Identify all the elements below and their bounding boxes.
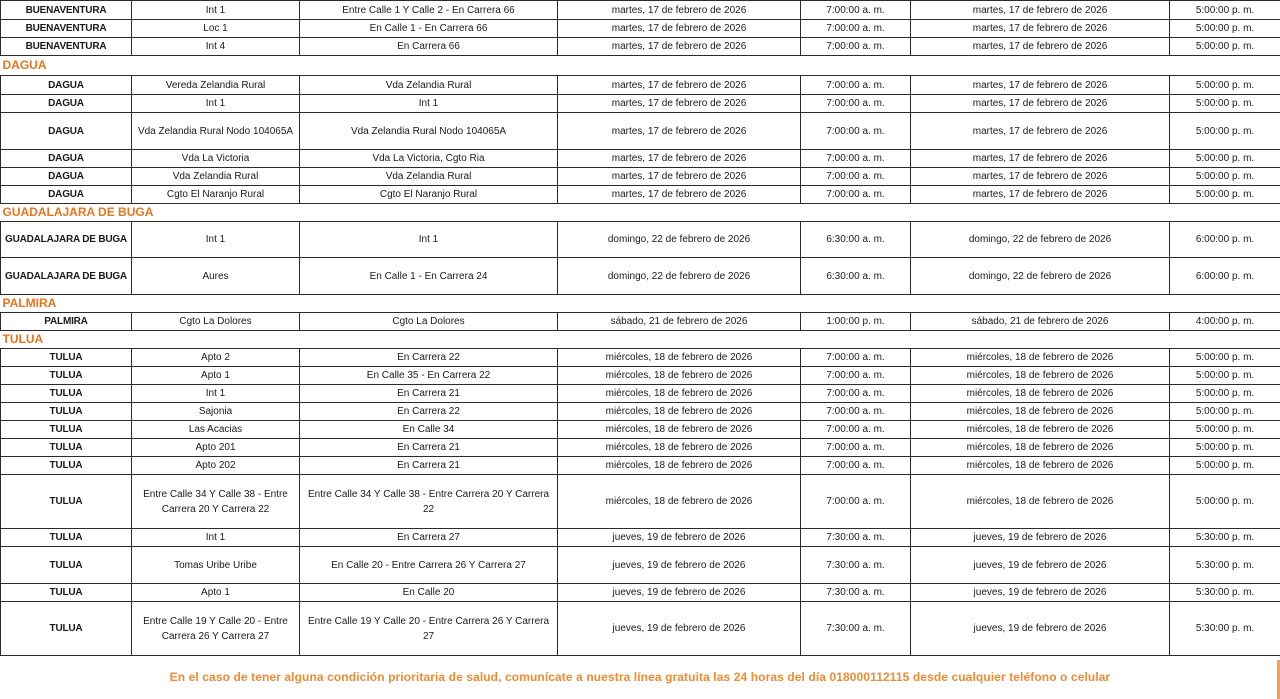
end-date-cell: miércoles, 18 de febrero de 2026 [911,439,1170,457]
municipality-cell: TULUA [1,584,132,602]
start-time-cell: 7:00:00 a. m. [801,475,911,529]
sector-cell: Int 4 [132,38,300,56]
start-date-cell: miércoles, 18 de febrero de 2026 [558,421,801,439]
start-time-cell: 7:00:00 a. m. [801,457,911,475]
sector-cell: Apto 201 [132,439,300,457]
address-cell: Entre Calle 1 Y Calle 2 - En Carrera 66 [300,1,558,20]
end-date-cell: miércoles, 18 de febrero de 2026 [911,385,1170,403]
group-header-label: GUADALAJARA DE BUGA [1,204,1280,222]
start-date-cell: martes, 17 de febrero de 2026 [558,20,801,38]
start-time-cell: 7:00:00 a. m. [801,1,911,20]
end-time-cell: 5:00:00 p. m. [1170,421,1280,439]
end-time-cell: 5:00:00 p. m. [1170,457,1280,475]
start-date-cell: martes, 17 de febrero de 2026 [558,168,801,186]
address-cell: En Carrera 66 [300,38,558,56]
end-time-cell: 5:30:00 p. m. [1170,584,1280,602]
end-time-cell: 5:00:00 p. m. [1170,150,1280,168]
end-date-cell: domingo, 22 de febrero de 2026 [911,222,1170,258]
end-date-cell: miércoles, 18 de febrero de 2026 [911,403,1170,421]
table-row [1,403,1280,421]
sector-cell: Apto 1 [132,367,300,385]
start-date-cell: miércoles, 18 de febrero de 2026 [558,385,801,403]
start-time-cell: 7:00:00 a. m. [801,186,911,204]
table-row [1,529,1280,547]
sector-cell: Aures [132,258,300,295]
end-date-cell: jueves, 19 de febrero de 2026 [911,584,1170,602]
table-row [1,349,1280,367]
start-time-cell: 7:00:00 a. m. [801,20,911,38]
start-date-cell: martes, 17 de febrero de 2026 [558,38,801,56]
table-row [1,547,1280,584]
start-date-cell: martes, 17 de febrero de 2026 [558,150,801,168]
end-time-cell: 5:00:00 p. m. [1170,38,1280,56]
table-row [1,439,1280,457]
start-date-cell: martes, 17 de febrero de 2026 [558,76,801,95]
municipality-cell: TULUA [1,475,132,529]
table-row [1,76,1280,95]
table-row [1,313,1280,331]
start-date-cell: martes, 17 de febrero de 2026 [558,95,801,113]
group-header-label: DAGUA [1,56,1280,76]
end-time-cell: 5:30:00 p. m. [1170,529,1280,547]
address-cell: En Carrera 21 [300,439,558,457]
start-date-cell: miércoles, 18 de febrero de 2026 [558,349,801,367]
address-cell: Entre Calle 19 Y Calle 20 - Entre Carrera 26 Y Carrera 27 [300,602,558,656]
municipality-cell: BUENAVENTURA [1,20,132,38]
end-time-cell: 5:00:00 p. m. [1170,76,1280,95]
end-time-cell: 5:00:00 p. m. [1170,20,1280,38]
start-time-cell: 7:00:00 a. m. [801,95,911,113]
sector-cell: Cgto El Naranjo Rural [132,186,300,204]
address-cell: En Calle 20 - Entre Carrera 26 Y Carrera 27 [300,547,558,584]
start-date-cell: martes, 17 de febrero de 2026 [558,1,801,20]
start-date-cell: domingo, 22 de febrero de 2026 [558,258,801,295]
end-date-cell: miércoles, 18 de febrero de 2026 [911,349,1170,367]
address-cell: En Calle 1 - En Carrera 66 [300,20,558,38]
end-date-cell: martes, 17 de febrero de 2026 [911,168,1170,186]
end-date-cell: jueves, 19 de febrero de 2026 [911,547,1170,584]
sector-cell: Vda Zelandia Rural [132,168,300,186]
address-cell: En Carrera 21 [300,457,558,475]
start-time-cell: 7:30:00 a. m. [801,547,911,584]
end-date-cell: miércoles, 18 de febrero de 2026 [911,421,1170,439]
sector-cell: Vda La Victoria [132,150,300,168]
municipality-cell: TULUA [1,421,132,439]
municipality-cell: PALMIRA [1,313,132,331]
municipality-cell: TULUA [1,385,132,403]
municipality-cell: TULUA [1,529,132,547]
table-body [1,1,1280,656]
group-header-row [1,204,1280,222]
table-row [1,20,1280,38]
end-time-cell: 4:00:00 p. m. [1170,313,1280,331]
sector-cell: Entre Calle 19 Y Calle 20 - Entre Carrera 26 Y Carrera 27 [132,602,300,656]
municipality-cell: GUADALAJARA DE BUGA [1,222,132,258]
address-cell: En Calle 1 - En Carrera 24 [300,258,558,295]
end-time-cell: 6:00:00 p. m. [1170,222,1280,258]
end-date-cell: sábado, 21 de febrero de 2026 [911,313,1170,331]
start-date-cell: miércoles, 18 de febrero de 2026 [558,403,801,421]
address-cell: En Calle 34 [300,421,558,439]
table-row [1,475,1280,529]
end-date-cell: miércoles, 18 de febrero de 2026 [911,457,1170,475]
start-date-cell: domingo, 22 de febrero de 2026 [558,222,801,258]
municipality-cell: BUENAVENTURA [1,38,132,56]
end-time-cell: 5:00:00 p. m. [1170,95,1280,113]
sector-cell: Apto 1 [132,584,300,602]
municipality-cell: DAGUA [1,186,132,204]
end-time-cell: 5:00:00 p. m. [1170,475,1280,529]
start-time-cell: 7:30:00 a. m. [801,602,911,656]
start-date-cell: jueves, 19 de febrero de 2026 [558,529,801,547]
end-time-cell: 5:00:00 p. m. [1170,113,1280,150]
table-row [1,168,1280,186]
address-cell: Vda La Victoria, Cgto Ria [300,150,558,168]
sector-cell: Int 1 [132,95,300,113]
start-date-cell: sábado, 21 de febrero de 2026 [558,313,801,331]
sector-cell: Sajonia [132,403,300,421]
municipality-cell: DAGUA [1,95,132,113]
start-date-cell: martes, 17 de febrero de 2026 [558,186,801,204]
address-cell: En Carrera 22 [300,349,558,367]
table-row [1,258,1280,295]
end-time-cell: 5:00:00 p. m. [1170,186,1280,204]
table-row [1,584,1280,602]
start-time-cell: 6:30:00 a. m. [801,258,911,295]
group-header-row [1,295,1280,313]
group-header-row [1,331,1280,349]
address-cell: En Calle 20 [300,584,558,602]
start-date-cell: miércoles, 18 de febrero de 2026 [558,457,801,475]
start-date-cell: miércoles, 18 de febrero de 2026 [558,439,801,457]
address-cell: En Carrera 21 [300,385,558,403]
table-row [1,1,1280,20]
municipality-cell: TULUA [1,403,132,421]
address-cell: Vda Zelandia Rural [300,76,558,95]
start-time-cell: 7:30:00 a. m. [801,529,911,547]
municipality-cell: DAGUA [1,113,132,150]
sector-cell: Las Acacias [132,421,300,439]
sector-cell: Apto 2 [132,349,300,367]
sector-cell: Vda Zelandia Rural Nodo 104065A [132,113,300,150]
end-date-cell: miércoles, 18 de febrero de 2026 [911,367,1170,385]
start-time-cell: 7:00:00 a. m. [801,403,911,421]
address-cell: Vda Zelandia Rural Nodo 104065A [300,113,558,150]
address-cell: En Calle 35 - En Carrera 22 [300,367,558,385]
start-time-cell: 7:00:00 a. m. [801,38,911,56]
end-date-cell: domingo, 22 de febrero de 2026 [911,258,1170,295]
start-time-cell: 7:00:00 a. m. [801,113,911,150]
start-time-cell: 6:30:00 a. m. [801,222,911,258]
table-row [1,186,1280,204]
start-time-cell: 7:00:00 a. m. [801,168,911,186]
start-date-cell: miércoles, 18 de febrero de 2026 [558,367,801,385]
start-time-cell: 7:00:00 a. m. [801,150,911,168]
address-cell: Cgto La Dolores [300,313,558,331]
end-date-cell: jueves, 19 de febrero de 2026 [911,602,1170,656]
start-time-cell: 7:00:00 a. m. [801,76,911,95]
end-date-cell: martes, 17 de febrero de 2026 [911,38,1170,56]
end-time-cell: 5:00:00 p. m. [1170,349,1280,367]
start-date-cell: jueves, 19 de febrero de 2026 [558,547,801,584]
end-date-cell: martes, 17 de febrero de 2026 [911,95,1170,113]
address-cell: Cgto El Naranjo Rural [300,186,558,204]
end-date-cell: martes, 17 de febrero de 2026 [911,150,1170,168]
municipality-cell: DAGUA [1,150,132,168]
municipality-cell: TULUA [1,349,132,367]
start-date-cell: jueves, 19 de febrero de 2026 [558,602,801,656]
municipality-cell: TULUA [1,367,132,385]
municipality-cell: BUENAVENTURA [1,1,132,20]
group-header-row [1,56,1280,76]
sector-cell: Tomas Uribe Uribe [132,547,300,584]
start-date-cell: martes, 17 de febrero de 2026 [558,113,801,150]
municipality-cell: TULUA [1,457,132,475]
end-date-cell: miércoles, 18 de febrero de 2026 [911,475,1170,529]
end-time-cell: 5:00:00 p. m. [1170,168,1280,186]
end-time-cell: 5:30:00 p. m. [1170,602,1280,656]
table-row [1,385,1280,403]
end-date-cell: martes, 17 de febrero de 2026 [911,186,1170,204]
address-cell: Vda Zelandia Rural [300,168,558,186]
sector-cell: Int 1 [132,529,300,547]
start-time-cell: 7:00:00 a. m. [801,349,911,367]
group-header-label: PALMIRA [1,295,1280,313]
end-date-cell: martes, 17 de febrero de 2026 [911,1,1170,20]
municipality-cell: TULUA [1,439,132,457]
start-date-cell: miércoles, 18 de febrero de 2026 [558,475,801,529]
municipality-cell: DAGUA [1,76,132,95]
address-cell: En Carrera 27 [300,529,558,547]
group-header-label: TULUA [1,331,1280,349]
start-date-cell: jueves, 19 de febrero de 2026 [558,584,801,602]
table-row [1,38,1280,56]
address-cell: Entre Calle 34 Y Calle 38 - Entre Carrera 20 Y Carrera 22 [300,475,558,529]
sector-cell: Loc 1 [132,20,300,38]
end-date-cell: martes, 17 de febrero de 2026 [911,113,1170,150]
table-row [1,222,1280,258]
table-row [1,150,1280,168]
sector-cell: Int 1 [132,1,300,20]
municipality-cell: GUADALAJARA DE BUGA [1,258,132,295]
sector-cell: Int 1 [132,222,300,258]
table-row [1,113,1280,150]
address-cell: Int 1 [300,222,558,258]
sector-cell: Apto 202 [132,457,300,475]
priority-health-notice: En el caso de tener alguna condición prioritaria de salud, comunícate a nuestra línea gratuita las 24 horas del día 018000112115 desde cualquier teléfono o celular [169,670,1111,684]
start-time-cell: 7:30:00 a. m. [801,584,911,602]
end-time-cell: 5:00:00 p. m. [1170,439,1280,457]
municipality-cell: TULUA [1,547,132,584]
start-time-cell: 7:00:00 a. m. [801,439,911,457]
start-time-cell: 1:00:00 p. m. [801,313,911,331]
address-cell: Int 1 [300,95,558,113]
end-date-cell: martes, 17 de febrero de 2026 [911,20,1170,38]
end-time-cell: 5:00:00 p. m. [1170,385,1280,403]
end-time-cell: 5:00:00 p. m. [1170,367,1280,385]
end-date-cell: jueves, 19 de febrero de 2026 [911,529,1170,547]
start-time-cell: 7:00:00 a. m. [801,421,911,439]
municipality-cell: TULUA [1,602,132,656]
start-time-cell: 7:00:00 a. m. [801,385,911,403]
municipality-cell: DAGUA [1,168,132,186]
table-row [1,95,1280,113]
table-row [1,421,1280,439]
end-time-cell: 6:00:00 p. m. [1170,258,1280,295]
sector-cell: Int 1 [132,385,300,403]
sector-cell: Entre Calle 34 Y Calle 38 - Entre Carrera 20 Y Carrera 22 [132,475,300,529]
end-date-cell: martes, 17 de febrero de 2026 [911,76,1170,95]
end-time-cell: 5:00:00 p. m. [1170,403,1280,421]
start-time-cell: 7:00:00 a. m. [801,367,911,385]
table-row [1,457,1280,475]
end-time-cell: 5:30:00 p. m. [1170,547,1280,584]
table-row [1,602,1280,656]
sector-cell: Vereda Zelandia Rural [132,76,300,95]
address-cell: En Carrera 22 [300,403,558,421]
table-row [1,367,1280,385]
end-time-cell: 5:00:00 p. m. [1170,1,1280,20]
sector-cell: Cgto La Dolores [132,313,300,331]
